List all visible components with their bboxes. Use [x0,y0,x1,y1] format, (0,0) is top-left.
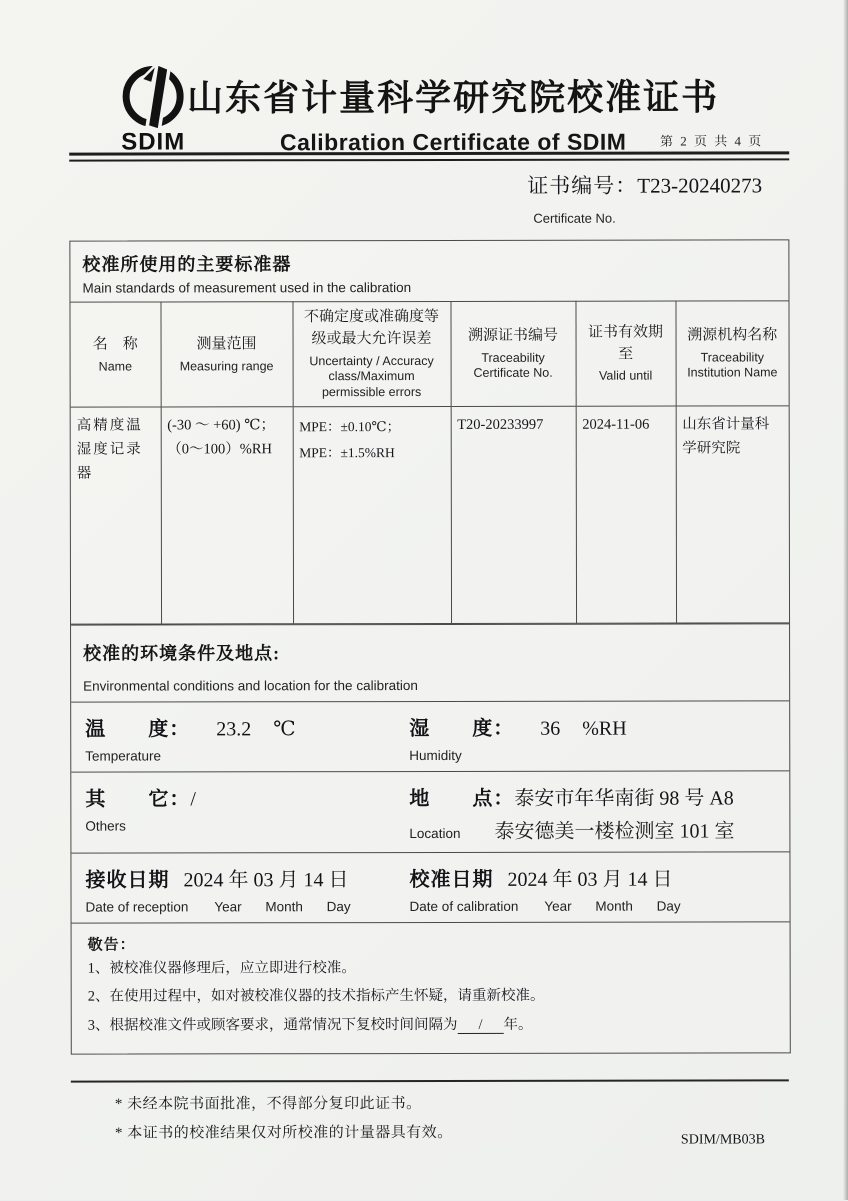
certificate-number-label: 证书编号： [527,173,638,198]
notice-item-3 [88,1010,774,1039]
cell-institution: 山东省计量科学研究院 [676,406,789,623]
notice-item-1: 1、被校准仪器修理后，应立即进行校准。 [87,960,356,977]
humidity-label: 湿 度： [409,717,515,741]
cell-standard-name: 高精度温湿度记录器 [71,407,161,624]
calibration-date-value: 2024 年 03 月 14 日 [507,868,673,891]
header-divider [69,151,789,161]
col-header-uncertainty [292,301,450,406]
form-code: SDIM/MB03B [680,1132,765,1148]
temperature-humidity-row [71,700,789,771]
certificate-number-value: T23-20240273 [637,173,763,198]
cell-mpe [293,406,451,623]
col-traceno-en: Traceability Certificate No. [473,350,553,381]
humidity-unit: %RH [582,717,627,740]
footer-notes [115,1090,453,1149]
page-indicator: 第 2 页 共 4 页 [659,133,764,149]
temperature-label: 温 度： [85,718,191,741]
col-uncertainty-cn: 不确定度或准确度等级或最大允许误差 [303,309,440,348]
mpe-line2: MPE：±1.5%RH [299,444,395,460]
col-name-en: Name [98,359,133,374]
col-institution-cn: 溯源机构名称 [687,327,778,344]
notice-item-3-prefix: 3、根据校准文件或顾客要求，通常情况下复校时间间隔为 [87,1016,458,1034]
notice-item-2: 2、在使用过程中，如对被校准仪器的技术指标产生怀疑，请重新校准。 [87,988,545,1005]
scan-edge-shadow [843,0,848,1200]
col-name-cn: 名 称 [92,336,138,353]
col-range-en: Measuring range [179,358,274,373]
humidity-label-english: Humidity [409,747,462,764]
reception-date-field [71,853,409,923]
reception-date-units: Year Month Day [214,899,351,915]
location-label: 地 点： [409,787,515,811]
calibration-date-field [409,852,789,922]
certificate-body [69,239,790,1054]
calibration-date-label: 校准日期 [409,868,494,892]
location-line1: 泰安市年华南街 98 号 A8 [514,787,734,810]
col-range-cn: 测量范围 [196,336,257,353]
col-valid-cn: 证书有效期至 [588,324,664,363]
cell-measuring-range [161,407,293,624]
page-title: 山东省计量科学研究院校准证书 [187,77,720,119]
col-header-range [160,302,292,407]
humidity-field [409,701,789,771]
notice-item-3-suffix: 年。 [503,1016,533,1033]
col-valid-en: Valid until [598,369,653,384]
standards-title-en: Main standards of measurement used in the calibration [82,280,412,296]
col-institution-en: Traceability Institution Name [687,350,778,380]
col-header-valid-until [575,301,675,406]
notice-item-3-blank: / [457,1017,503,1034]
temperature-value: 23.2 [216,718,252,741]
others-label: 其 它： [85,788,191,811]
col-header-name [70,302,160,407]
others-field [71,772,409,853]
notice-title: 敬告： [87,937,136,954]
logo-label: SDIM [121,128,186,156]
mpe-line1: MPE：±0.10℃； [299,419,401,435]
notice-section [72,921,790,1053]
col-header-institution [675,301,788,406]
footer-note-2: * 本证书的校准结果仅对所校准的计量器具有效。 [114,1125,453,1142]
footer-divider [71,1079,789,1082]
environment-title-en: Environmental conditions and location for the calibration [83,678,418,694]
col-header-traceability-no [450,301,575,406]
certificate-number-block [527,169,762,225]
standards-title-cn: 校准所使用的主要标准器 [82,254,292,275]
table-row [71,406,789,624]
dates-row [71,851,789,922]
location-field [409,771,789,852]
environment-section-title [71,623,789,701]
col-traceno-cn: 溯源证书编号 [468,327,559,344]
standards-section-title [70,240,788,301]
calibration-date-units: Year Month Day [544,898,681,914]
others-location-row [71,770,789,852]
reception-date-label-english: Date of reception [85,899,189,915]
page-title-english: Calibration Certificate of SDIM [279,128,627,156]
environment-title-cn: 校准的环境条件及地点: [83,643,281,664]
footer-note-1: * 未经本院书面批准，不得部分复印此证书。 [114,1096,422,1113]
reception-date-label: 接收日期 [85,869,170,892]
location-line2: 泰安德美一楼检测室 101 室 [494,820,735,843]
col-uncertainty-en: Uncertainty / Accuracy class/Maximum permissible errors [309,353,434,400]
reception-date-value: 2024 年 03 月 14 日 [183,869,349,892]
standards-header-row [70,301,788,407]
calibration-date-label-english: Date of calibration [409,898,519,915]
standards-table [70,300,789,624]
others-value: / [190,788,196,811]
location-label-english: Location [409,825,461,842]
range-line1: (-30 ～ +60) ℃； [167,417,275,434]
temperature-unit: ℃ [273,718,296,741]
range-line2: （0～100）%RH [167,441,272,458]
cell-traceability-no: T20-20233997 [451,406,576,623]
certificate-number-label-english: Certificate No. [533,210,616,226]
cell-valid-until: 2024-11-06 [576,406,676,623]
humidity-value: 36 [540,717,561,740]
temperature-field [71,702,409,772]
others-label-english: Others [85,818,126,834]
temperature-label-english: Temperature [85,748,162,764]
